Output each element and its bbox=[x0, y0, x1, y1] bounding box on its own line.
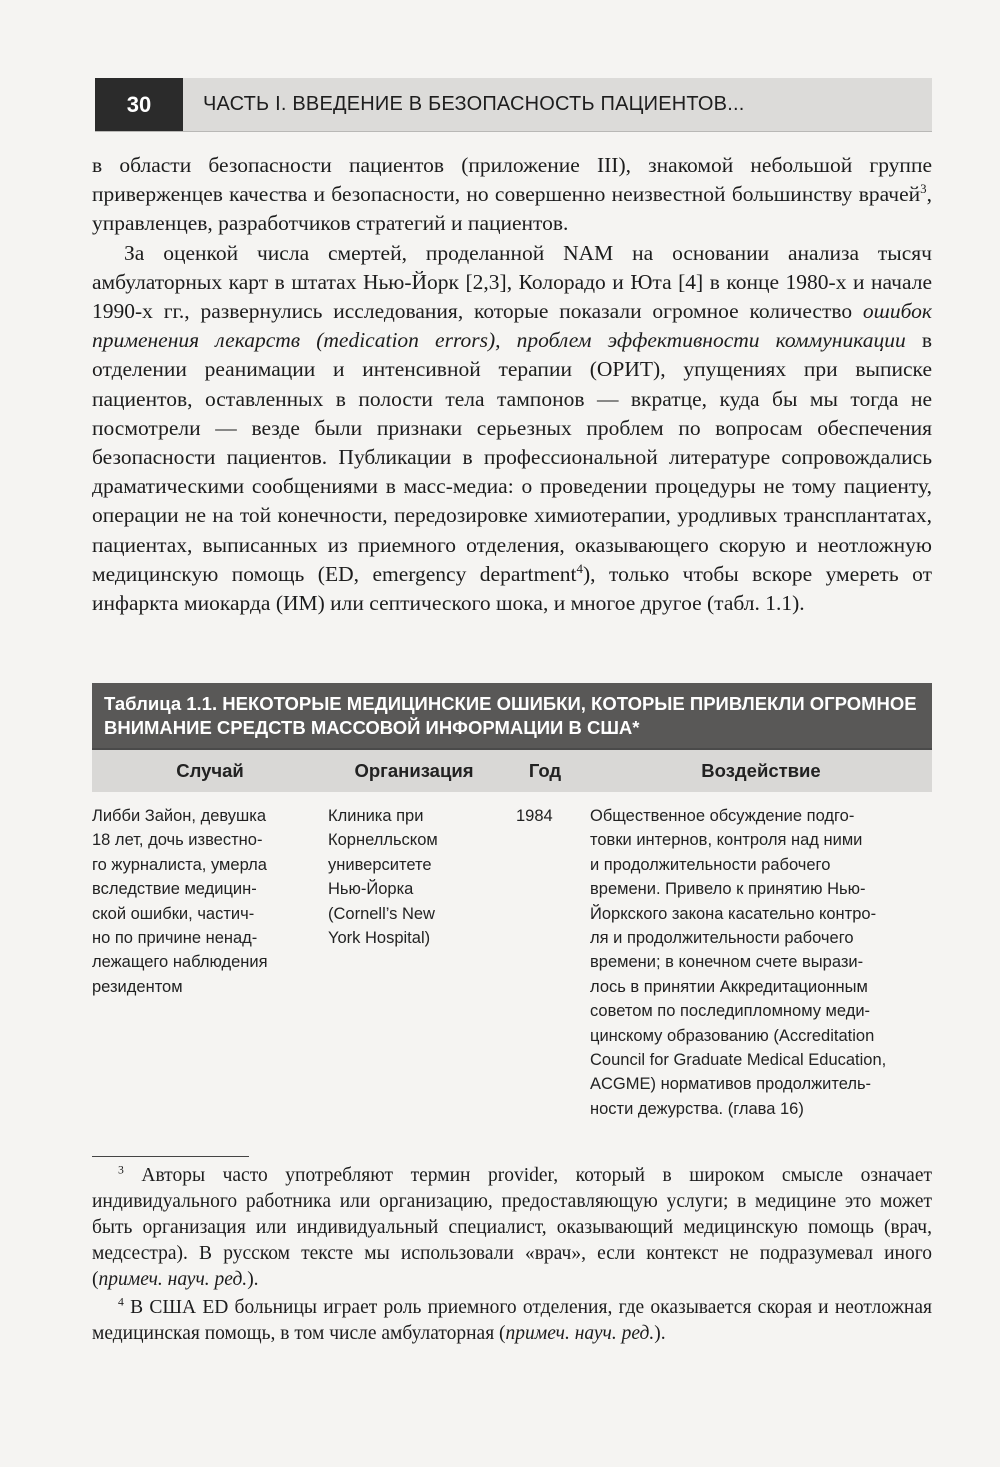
footnote-ref-3: 3 bbox=[920, 182, 927, 197]
paragraph-2 bbox=[92, 239, 932, 619]
cell-case: Либби Зайон, девушка 18 лет, дочь известно- го журналиста, умерла вследствие медицин- ской ошибки, частич- но по причине ненад- лежащего наблюдения резидентом bbox=[92, 807, 268, 996]
footnotes bbox=[92, 1163, 932, 1349]
footnote-4-italic: примеч. науч. ред. bbox=[505, 1323, 655, 1344]
paragraph-1 bbox=[92, 151, 932, 239]
footnote-3-italic: примеч. науч. ред. bbox=[98, 1269, 248, 1290]
footnote-3 bbox=[92, 1163, 932, 1293]
cell-organization: Клиника при Корнелльском университете Нью-Йорка (Cornell’s New York Hospital) bbox=[328, 807, 438, 948]
paragraph-1-text-a: в области безопасности пациентов (приложение III), знакомой небольшой группе приверженцев качества и безопасности, но совершенно неизвестной большинству врачей bbox=[92, 153, 932, 207]
table-title: Таблица 1.1. НЕКОТОРЫЕ МЕДИЦИНСКИЕ ОШИБКИ, КОТОРЫЕ ПРИВЛЕКЛИ ОГРОМНОЕ ВНИМАНИЕ СРЕДСТВ МАССОВОЙ ИНФОРМАЦИИ В США* bbox=[92, 683, 932, 748]
footnote-3-number: 3 bbox=[118, 1163, 124, 1177]
page-header bbox=[95, 78, 932, 132]
footnote-divider bbox=[92, 1156, 249, 1157]
footnote-3-text: Авторы часто употребляют термин provider, который в широком смысле означает индивидуального работника или организацию, предоставляющую услуги; в медицине это может быть организация или индивидуальный специалист, оказывающий медицинскую помощь (врач, медсестра). В русском тексте мы использовали «врач», если контекст не подразумевал иного ( bbox=[92, 1165, 932, 1290]
footnote-4-number: 4 bbox=[118, 1295, 124, 1309]
column-header-year: Год bbox=[528, 760, 562, 781]
paragraph-2-text-c: ), только чтобы вскоре умереть от инфаркта миокарда (ИМ) или септического шока, и многое другое (табл. 1.1). bbox=[92, 561, 932, 616]
paragraph-1-text-b: , управленцев, разработчиков стратегий и пациентов. bbox=[92, 182, 932, 236]
footnote-ref-4: 4 bbox=[576, 561, 583, 576]
footnote-3-end: ). bbox=[247, 1269, 259, 1290]
paragraph-2-text-a: За оценкой числа смертей, проделанной NAM на основании анализа тысяч амбулаторных карт в штатах Нью-Йорк [2,3], Колорадо и Юта [4] в конце 1980-х и начале 1990-х гг., развернулись исследования, которые показали огромное количество bbox=[92, 240, 932, 324]
footnote-4 bbox=[92, 1295, 932, 1347]
cell-year: 1984 bbox=[516, 807, 553, 825]
running-head: ЧАСТЬ I. ВВЕДЕНИЕ В БЕЗОПАСНОСТЬ ПАЦИЕНТОВ... bbox=[203, 93, 745, 115]
table-row bbox=[92, 792, 932, 1121]
column-header-impact: Воздействие bbox=[701, 760, 821, 781]
column-header-case: Случай bbox=[176, 760, 244, 781]
footnote-4-text: В США ED больницы играет роль приемного отделения, где оказывается скорая и неотложная медицинская помощь, в том числе амбулаторная ( bbox=[92, 1297, 932, 1344]
paragraph-2-text-b: в отделении реанимации и интенсивной терапии (ОРИТ), упущениях при выписке пациентов, оставленных в полости тела тампонов — вкратце, куда бы мы тогда не посмотрели — везде были признаки серьезных проблем по вопросам обеспечения безопасности пациентов. Публикации в профессиональной литературе сопровождались драматическими сообщениями в масс-медиа: о проведении процедуры не тому пациенту, операции не на той конечности, передозировке химиотерапии, уродливых трансплантатах, пациентах, выписанных из приемного отделения, оказывающего скорую и неотложную медицинскую помощь (ED, emergency department bbox=[92, 328, 932, 586]
paragraph-2-italic: ошибок применения лекарств (medication errors), проблем эффективности коммуникации bbox=[92, 299, 932, 353]
main-text bbox=[92, 151, 932, 618]
table-1-1 bbox=[92, 683, 932, 1121]
footnote-4-end: ). bbox=[654, 1323, 666, 1344]
page-number: 30 bbox=[95, 78, 183, 131]
table-header-row bbox=[92, 748, 932, 792]
column-header-organization: Организация bbox=[354, 760, 474, 781]
cell-impact: Общественное обсуждение подго- товки интернов, контроля над ними и продолжительности рабочего времени. Привело к принятию Нью- Йоркского закона касательно контро- ля и продолжительности рабочего времени; в конечном счете вырази- лось в принятии Аккредитационным советом по последипломному меди- цинскому образованию (Accreditation Council for Graduate Medical Education, ACGME) нормативов продолжитель- ности дежурства. (глава 16) bbox=[590, 807, 887, 1118]
